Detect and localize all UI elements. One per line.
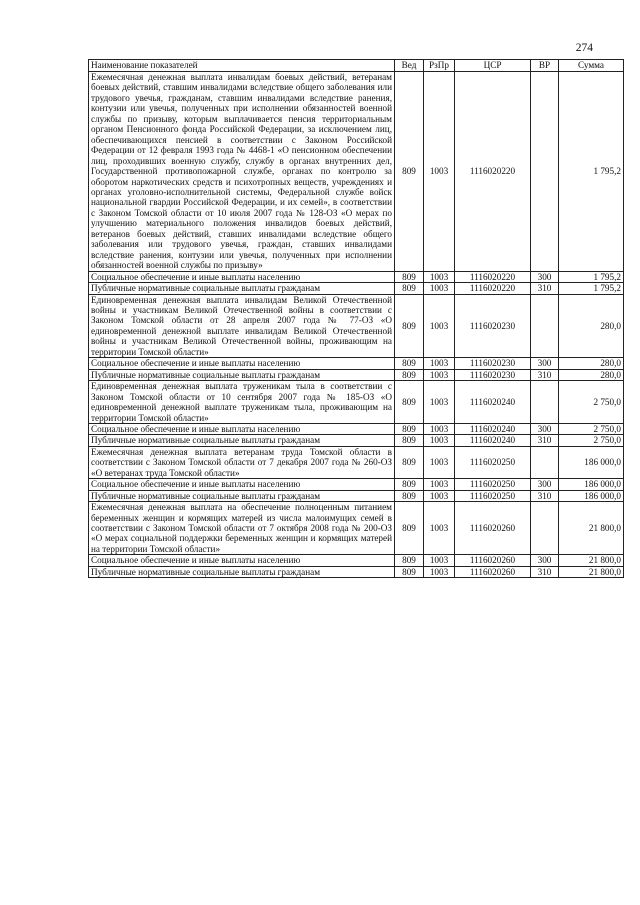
row-csr: 1116020230 xyxy=(455,294,531,358)
row-vr: 310 xyxy=(531,435,559,446)
table-row xyxy=(89,435,624,446)
row-rzpr: 1003 xyxy=(424,555,455,566)
row-vr: 310 xyxy=(531,566,559,577)
table-row xyxy=(89,369,624,380)
row-sum: 280,0 xyxy=(559,369,624,380)
row-name: Публичные нормативные социальные выплаты гражданам xyxy=(89,490,395,501)
row-vr: 300 xyxy=(531,358,559,369)
row-rzpr: 1003 xyxy=(424,435,455,446)
row-sum: 21 800,0 xyxy=(559,566,624,577)
table-row xyxy=(89,555,624,566)
row-ved: 809 xyxy=(395,435,424,446)
table-row xyxy=(89,446,624,478)
row-name: Ежемесячная денежная выплата на обеспечение полноценным питанием беременных женщин и кормящих матерей из числа малоимущих семей в соответствии с Законом Томской области от 7 октября 2008 года № 200-ОЗ «О мерах социальной поддержки беременных женщин и кормящих матерей на территории Томской области» xyxy=(89,502,395,555)
row-ved: 809 xyxy=(395,479,424,490)
table-row xyxy=(89,294,624,358)
row-vr xyxy=(531,72,559,272)
row-name: Социальное обеспечение и иные выплаты населению xyxy=(89,271,395,282)
row-rzpr: 1003 xyxy=(424,271,455,282)
row-sum: 1 795,2 xyxy=(559,72,624,272)
row-vr xyxy=(531,294,559,358)
budget-table xyxy=(88,59,624,578)
table-row xyxy=(89,358,624,369)
row-csr: 1116020230 xyxy=(455,358,531,369)
row-ved: 809 xyxy=(395,358,424,369)
row-name: Социальное обеспечение и иные выплаты населению xyxy=(89,423,395,434)
row-name: Ежемесячная денежная выплата инвалидам боевых действий, ветеранам боевых действий, ставшим инвалидами вследствие общего заболевания или трудового увечья, гражданам, ставшим инвалидами вследствие ранения, контузии или увечья, полученных при исполнении обязанностей военной службы по призыву, которым выплачивается пенсия территориальным органом Пенсионного фонда Российской Федерации, за исключением лиц, обеспечивающихся пенсией в соответствии с Законом Российской Федерации от 12 февраля 1993 года № 4468-1 «О пенсионном обеспечении лиц, проходивших военную службу, службу в органах внутренних дел, Государственной противопожарной службе, органах по контролю за оборотом наркотических средств и психотропных веществ, учреждениях и органах уголовно-исполнительной системы, Федеральной службе войск национальной гвардии Российской Федерации, и их семей», в соответствии с Законом Томской области от 10 июля 2007 года № 128-ОЗ «О мерах по улучшению материального положения инвалидов боевых действий, ветеранов боевых действий, ставших инвалидами вследствие общего заболевания или трудового увечья, граждан, ставших инвалидами вследствие ранения, контузии или увечья, полученных при исполнении обязанностей военной службы по призыву» xyxy=(89,72,395,272)
row-csr: 1116020240 xyxy=(455,435,531,446)
row-rzpr: 1003 xyxy=(424,283,455,294)
row-csr: 1116020260 xyxy=(455,555,531,566)
row-rzpr: 1003 xyxy=(424,358,455,369)
table-row xyxy=(89,72,624,272)
row-rzpr: 1003 xyxy=(424,490,455,501)
row-name: Социальное обеспечение и иные выплаты населению xyxy=(89,358,395,369)
row-rzpr: 1003 xyxy=(424,502,455,555)
row-vr: 300 xyxy=(531,423,559,434)
row-name: Социальное обеспечение и иные выплаты населению xyxy=(89,555,395,566)
row-vr: 300 xyxy=(531,479,559,490)
row-ved: 809 xyxy=(395,381,424,424)
table-row xyxy=(89,502,624,555)
row-csr: 1116020250 xyxy=(455,490,531,501)
row-sum: 1 795,2 xyxy=(559,271,624,282)
row-vr: 310 xyxy=(531,369,559,380)
row-rzpr: 1003 xyxy=(424,479,455,490)
table-row xyxy=(89,381,624,424)
row-ved: 809 xyxy=(395,502,424,555)
row-csr: 1116020220 xyxy=(455,283,531,294)
row-csr: 1116020260 xyxy=(455,566,531,577)
row-ved: 809 xyxy=(395,294,424,358)
row-ved: 809 xyxy=(395,566,424,577)
row-vr: 310 xyxy=(531,490,559,501)
row-vr xyxy=(531,446,559,478)
row-sum: 2 750,0 xyxy=(559,381,624,424)
table-row xyxy=(89,283,624,294)
row-name: Публичные нормативные социальные выплаты гражданам xyxy=(89,435,395,446)
row-ved: 809 xyxy=(395,423,424,434)
row-name: Публичные нормативные социальные выплаты гражданам xyxy=(89,369,395,380)
row-rzpr: 1003 xyxy=(424,423,455,434)
page-number: 274 xyxy=(575,42,593,54)
row-rzpr: 1003 xyxy=(424,381,455,424)
row-sum: 2 750,0 xyxy=(559,435,624,446)
header-sum: Сумма xyxy=(559,60,624,72)
row-ved: 809 xyxy=(395,555,424,566)
row-ved: 809 xyxy=(395,72,424,272)
row-name: Социальное обеспечение и иные выплаты населению xyxy=(89,479,395,490)
row-rzpr: 1003 xyxy=(424,294,455,358)
header-ved: Вед xyxy=(395,60,424,72)
table-header-row xyxy=(89,60,624,72)
row-name: Единовременная денежная выплата инвалидам Великой Отечественной войны и участникам Великой Отечественной войны в соответствии с Законом Томской области от 28 апреля 2007 года № 77-ОЗ «О единовременной денежной выплате инвалидам Великой Отечественной войны и участникам Великой Отечественной войны, проживающим на территории Томской области» xyxy=(89,294,395,358)
table-row xyxy=(89,566,624,577)
row-vr: 300 xyxy=(531,555,559,566)
row-csr: 1116020220 xyxy=(455,72,531,272)
row-sum: 21 800,0 xyxy=(559,555,624,566)
row-ved: 809 xyxy=(395,446,424,478)
row-sum: 186 000,0 xyxy=(559,490,624,501)
row-vr xyxy=(531,502,559,555)
row-csr: 1116020240 xyxy=(455,381,531,424)
row-sum: 1 795,2 xyxy=(559,283,624,294)
row-csr: 1116020250 xyxy=(455,446,531,478)
row-sum: 21 800,0 xyxy=(559,502,624,555)
row-sum: 186 000,0 xyxy=(559,479,624,490)
header-csr: ЦСР xyxy=(455,60,531,72)
row-csr: 1116020260 xyxy=(455,502,531,555)
row-csr: 1116020220 xyxy=(455,271,531,282)
row-sum: 186 000,0 xyxy=(559,446,624,478)
row-csr: 1116020250 xyxy=(455,479,531,490)
row-csr: 1116020230 xyxy=(455,369,531,380)
row-sum: 280,0 xyxy=(559,294,624,358)
row-vr: 300 xyxy=(531,271,559,282)
table-row xyxy=(89,479,624,490)
row-rzpr: 1003 xyxy=(424,369,455,380)
table-row xyxy=(89,271,624,282)
row-rzpr: 1003 xyxy=(424,446,455,478)
row-ved: 809 xyxy=(395,490,424,501)
row-rzpr: 1003 xyxy=(424,566,455,577)
row-ved: 809 xyxy=(395,283,424,294)
header-rzpr: РзПр xyxy=(424,60,455,72)
row-csr: 1116020240 xyxy=(455,423,531,434)
row-name: Публичные нормативные социальные выплаты гражданам xyxy=(89,283,395,294)
row-name: Публичные нормативные социальные выплаты гражданам xyxy=(89,566,395,577)
row-sum: 2 750,0 xyxy=(559,423,624,434)
row-name: Ежемесячная денежная выплата ветеранам труда Томской области в соответствии с Законом Томской области от 7 декабря 2007 года № 260-ОЗ «О ветеранах труда Томской области» xyxy=(89,446,395,478)
row-ved: 809 xyxy=(395,271,424,282)
table-row xyxy=(89,490,624,501)
header-name: Наименование показателей xyxy=(89,60,395,72)
header-vr: ВР xyxy=(531,60,559,72)
row-name: Единовременная денежная выплата труженикам тыла в соответствии с Законом Томской области от 10 сентября 2007 года № 185-ОЗ «О единовременной денежной выплате труженикам тыла, проживающим на территории Томской области» xyxy=(89,381,395,424)
row-sum: 280,0 xyxy=(559,358,624,369)
row-rzpr: 1003 xyxy=(424,72,455,272)
row-ved: 809 xyxy=(395,369,424,380)
row-vr xyxy=(531,381,559,424)
table-row xyxy=(89,423,624,434)
row-vr: 310 xyxy=(531,283,559,294)
